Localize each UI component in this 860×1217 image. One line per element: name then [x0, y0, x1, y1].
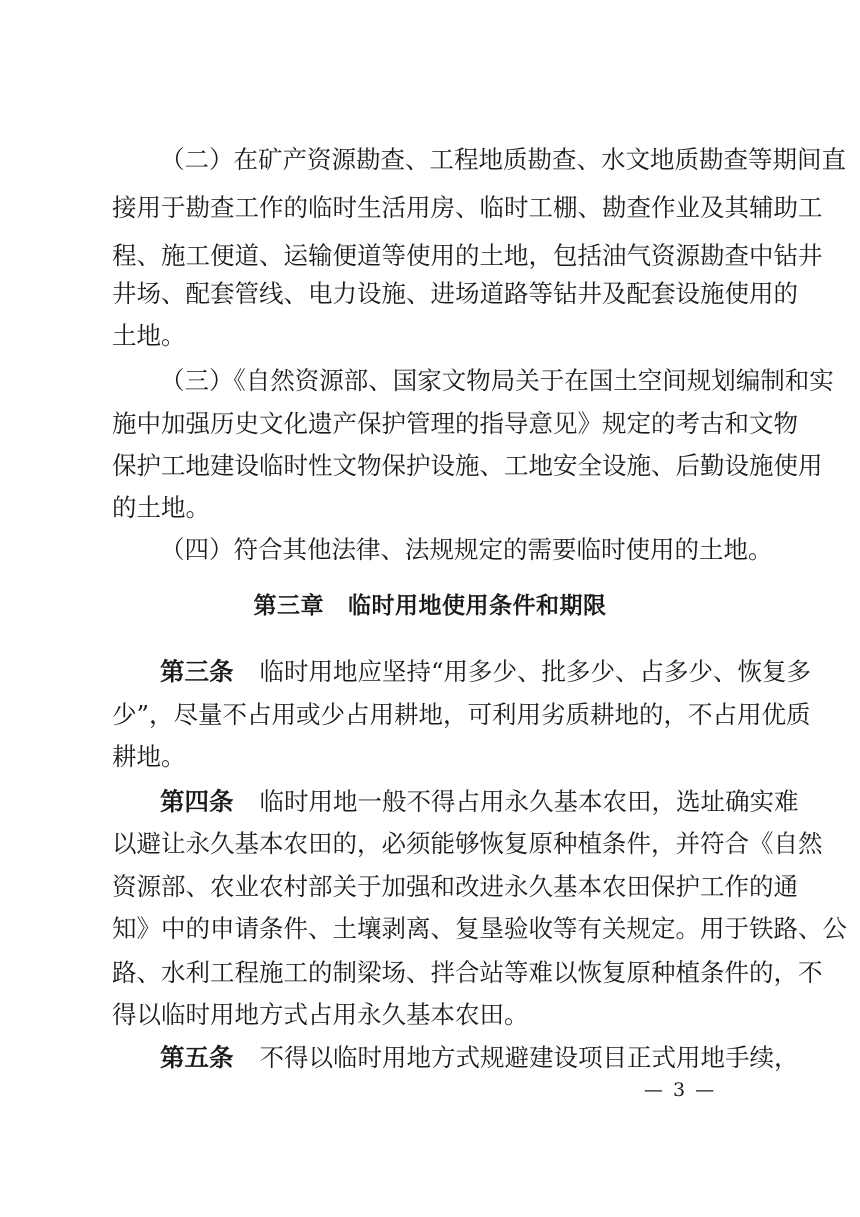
- paragraph-2-line-1: （二）在矿产资源勘查、工程地质勘查、水文地质勘查等期间直: [160, 145, 846, 174]
- article-4-line-2: 以避让永久基本农田的，必须能够恢复原种植条件，并符合《自然: [112, 829, 823, 858]
- page-number: — 3 —: [643, 1079, 717, 1101]
- article-5-label: 第五条: [160, 1043, 234, 1072]
- article-3-label: 第三条: [160, 657, 234, 686]
- article-4-text: 临时用地一般不得占用永久基本农田，选址确实难: [259, 787, 799, 816]
- article-5-text: 不得以临时用地方式规避建设项目正式用地手续，: [259, 1043, 799, 1072]
- article-4-line-4: 知》中的申请条件、土壤剥离、复垦验收等有关规定。用于铁路、公: [112, 914, 847, 943]
- chapter-number: 第三章: [253, 593, 324, 619]
- paragraph-2-line-4: 井场、配套管线、电力设施、进场道路等钻井及配套设施使用的: [112, 279, 798, 308]
- paragraph-3-line-3: 保护工地建设临时性文物保护设施、工地安全设施、后勤设施使用: [112, 451, 823, 480]
- paragraph-2-line-2: 接用于勘查工作的临时生活用房、临时工棚、勘查作业及其辅助工: [112, 193, 823, 222]
- article-3-line-3: 耕地。: [112, 742, 186, 771]
- article-3-text: 临时用地应坚持“用多少、批多少、占多少、恢复多: [259, 657, 812, 686]
- paragraph-2-line-3: 程、施工便道、运输便道等使用的土地，包括油气资源勘查中钻井: [112, 241, 823, 270]
- article-4-line-5: 路、水利工程施工的制梁场、拌合站等难以恢复原种植条件的，不: [112, 958, 823, 987]
- paragraph-4-line-1: （四）符合其他法律、法规规定的需要临时使用的土地。: [160, 535, 773, 564]
- paragraph-3-line-2: 施中加强历史文化遗产保护管理的指导意见》规定的考古和文物: [112, 409, 798, 438]
- paragraph-2-line-5: 土地。: [112, 321, 186, 350]
- article-3-first-line: [160, 654, 812, 690]
- article-4-line-3: 资源部、农业农村部关于加强和改进永久基本农田保护工作的通: [112, 872, 798, 901]
- paragraph-3-line-1: （三）《自然资源部、国家文物局关于在国土空间规划编制和实: [160, 366, 834, 395]
- article-4-label: 第四条: [160, 787, 234, 816]
- chapter-title: 临时用地使用条件和期限: [348, 593, 607, 619]
- paragraph-3-line-4: 的土地。: [112, 493, 210, 522]
- article-4-first-line: [160, 784, 799, 820]
- chapter-heading: [0, 588, 860, 624]
- article-3-line-2: 少”，尽量不占用或少占用耕地，可利用劣质耕地的，不占用优质: [112, 700, 811, 729]
- article-4-line-6: 得以临时用地方式占用永久基本农田。: [112, 1000, 529, 1029]
- article-5-first-line: [160, 1040, 799, 1076]
